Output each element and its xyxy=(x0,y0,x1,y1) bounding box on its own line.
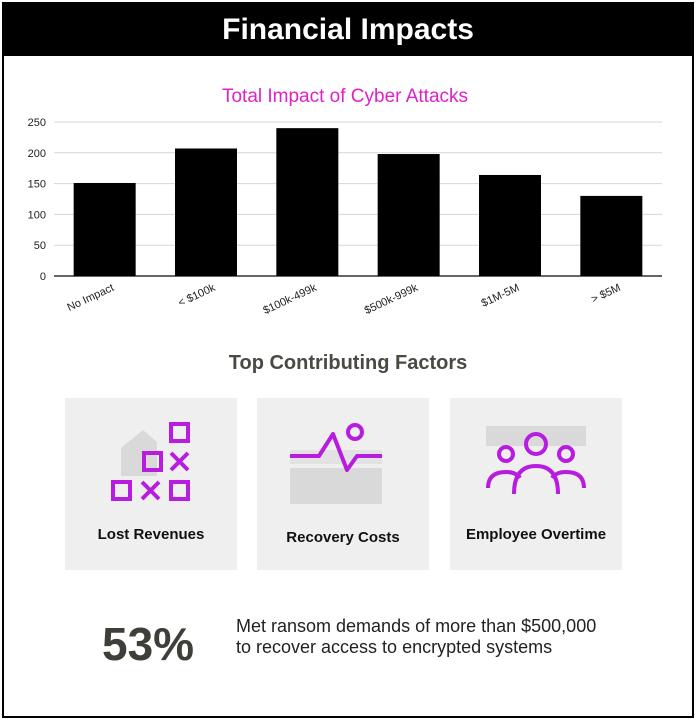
bar-chart xyxy=(4,4,692,344)
stat-value: 53% xyxy=(102,618,195,670)
y-tick-label: 150 xyxy=(27,178,46,191)
factor-label: Employee Overtime xyxy=(465,526,607,543)
page-title: Financial Impacts xyxy=(4,4,692,56)
factor-card-employee-overtime xyxy=(450,398,622,570)
y-tick-label: 200 xyxy=(27,147,46,160)
infographic-frame xyxy=(2,2,694,718)
bar xyxy=(74,183,136,276)
chart-title: Total Impact of Cyber Attacks xyxy=(221,86,469,107)
y-tick-label: 100 xyxy=(27,209,46,222)
chart-grid xyxy=(54,122,662,276)
employee-overtime-icon xyxy=(450,398,622,570)
x-tick-label: No Impact xyxy=(65,281,116,314)
bar xyxy=(276,128,338,276)
factor-label: Lost Revenues xyxy=(97,526,205,543)
chart-x-axis xyxy=(65,282,622,317)
factor-label: Recovery Costs xyxy=(286,529,400,546)
x-tick-label: $500k-999k xyxy=(362,281,420,318)
factor-card-recovery-costs xyxy=(257,398,429,570)
lost-revenue-icon xyxy=(65,398,237,570)
stat-description: Met ransom demands of more than $500,000 to recover access to encrypted systems xyxy=(236,616,597,657)
y-tick-label: 0 xyxy=(39,271,46,283)
bar xyxy=(580,196,642,276)
x-tick-label: $1M-5M xyxy=(479,281,522,310)
factors-title: Top Contributing Factors xyxy=(228,352,468,374)
bar xyxy=(378,154,440,276)
y-tick-label: 50 xyxy=(33,240,46,253)
bar xyxy=(175,148,237,276)
x-tick-label: < $100k xyxy=(176,281,218,310)
x-tick-label: $100k-499k xyxy=(261,281,319,318)
y-tick-label: 250 xyxy=(27,117,46,129)
factor-card-lost-revenues xyxy=(65,398,237,570)
chart-bars xyxy=(74,128,643,276)
bar xyxy=(479,175,541,276)
x-tick-label: > $5M xyxy=(589,281,623,306)
chart-y-axis xyxy=(28,117,46,283)
